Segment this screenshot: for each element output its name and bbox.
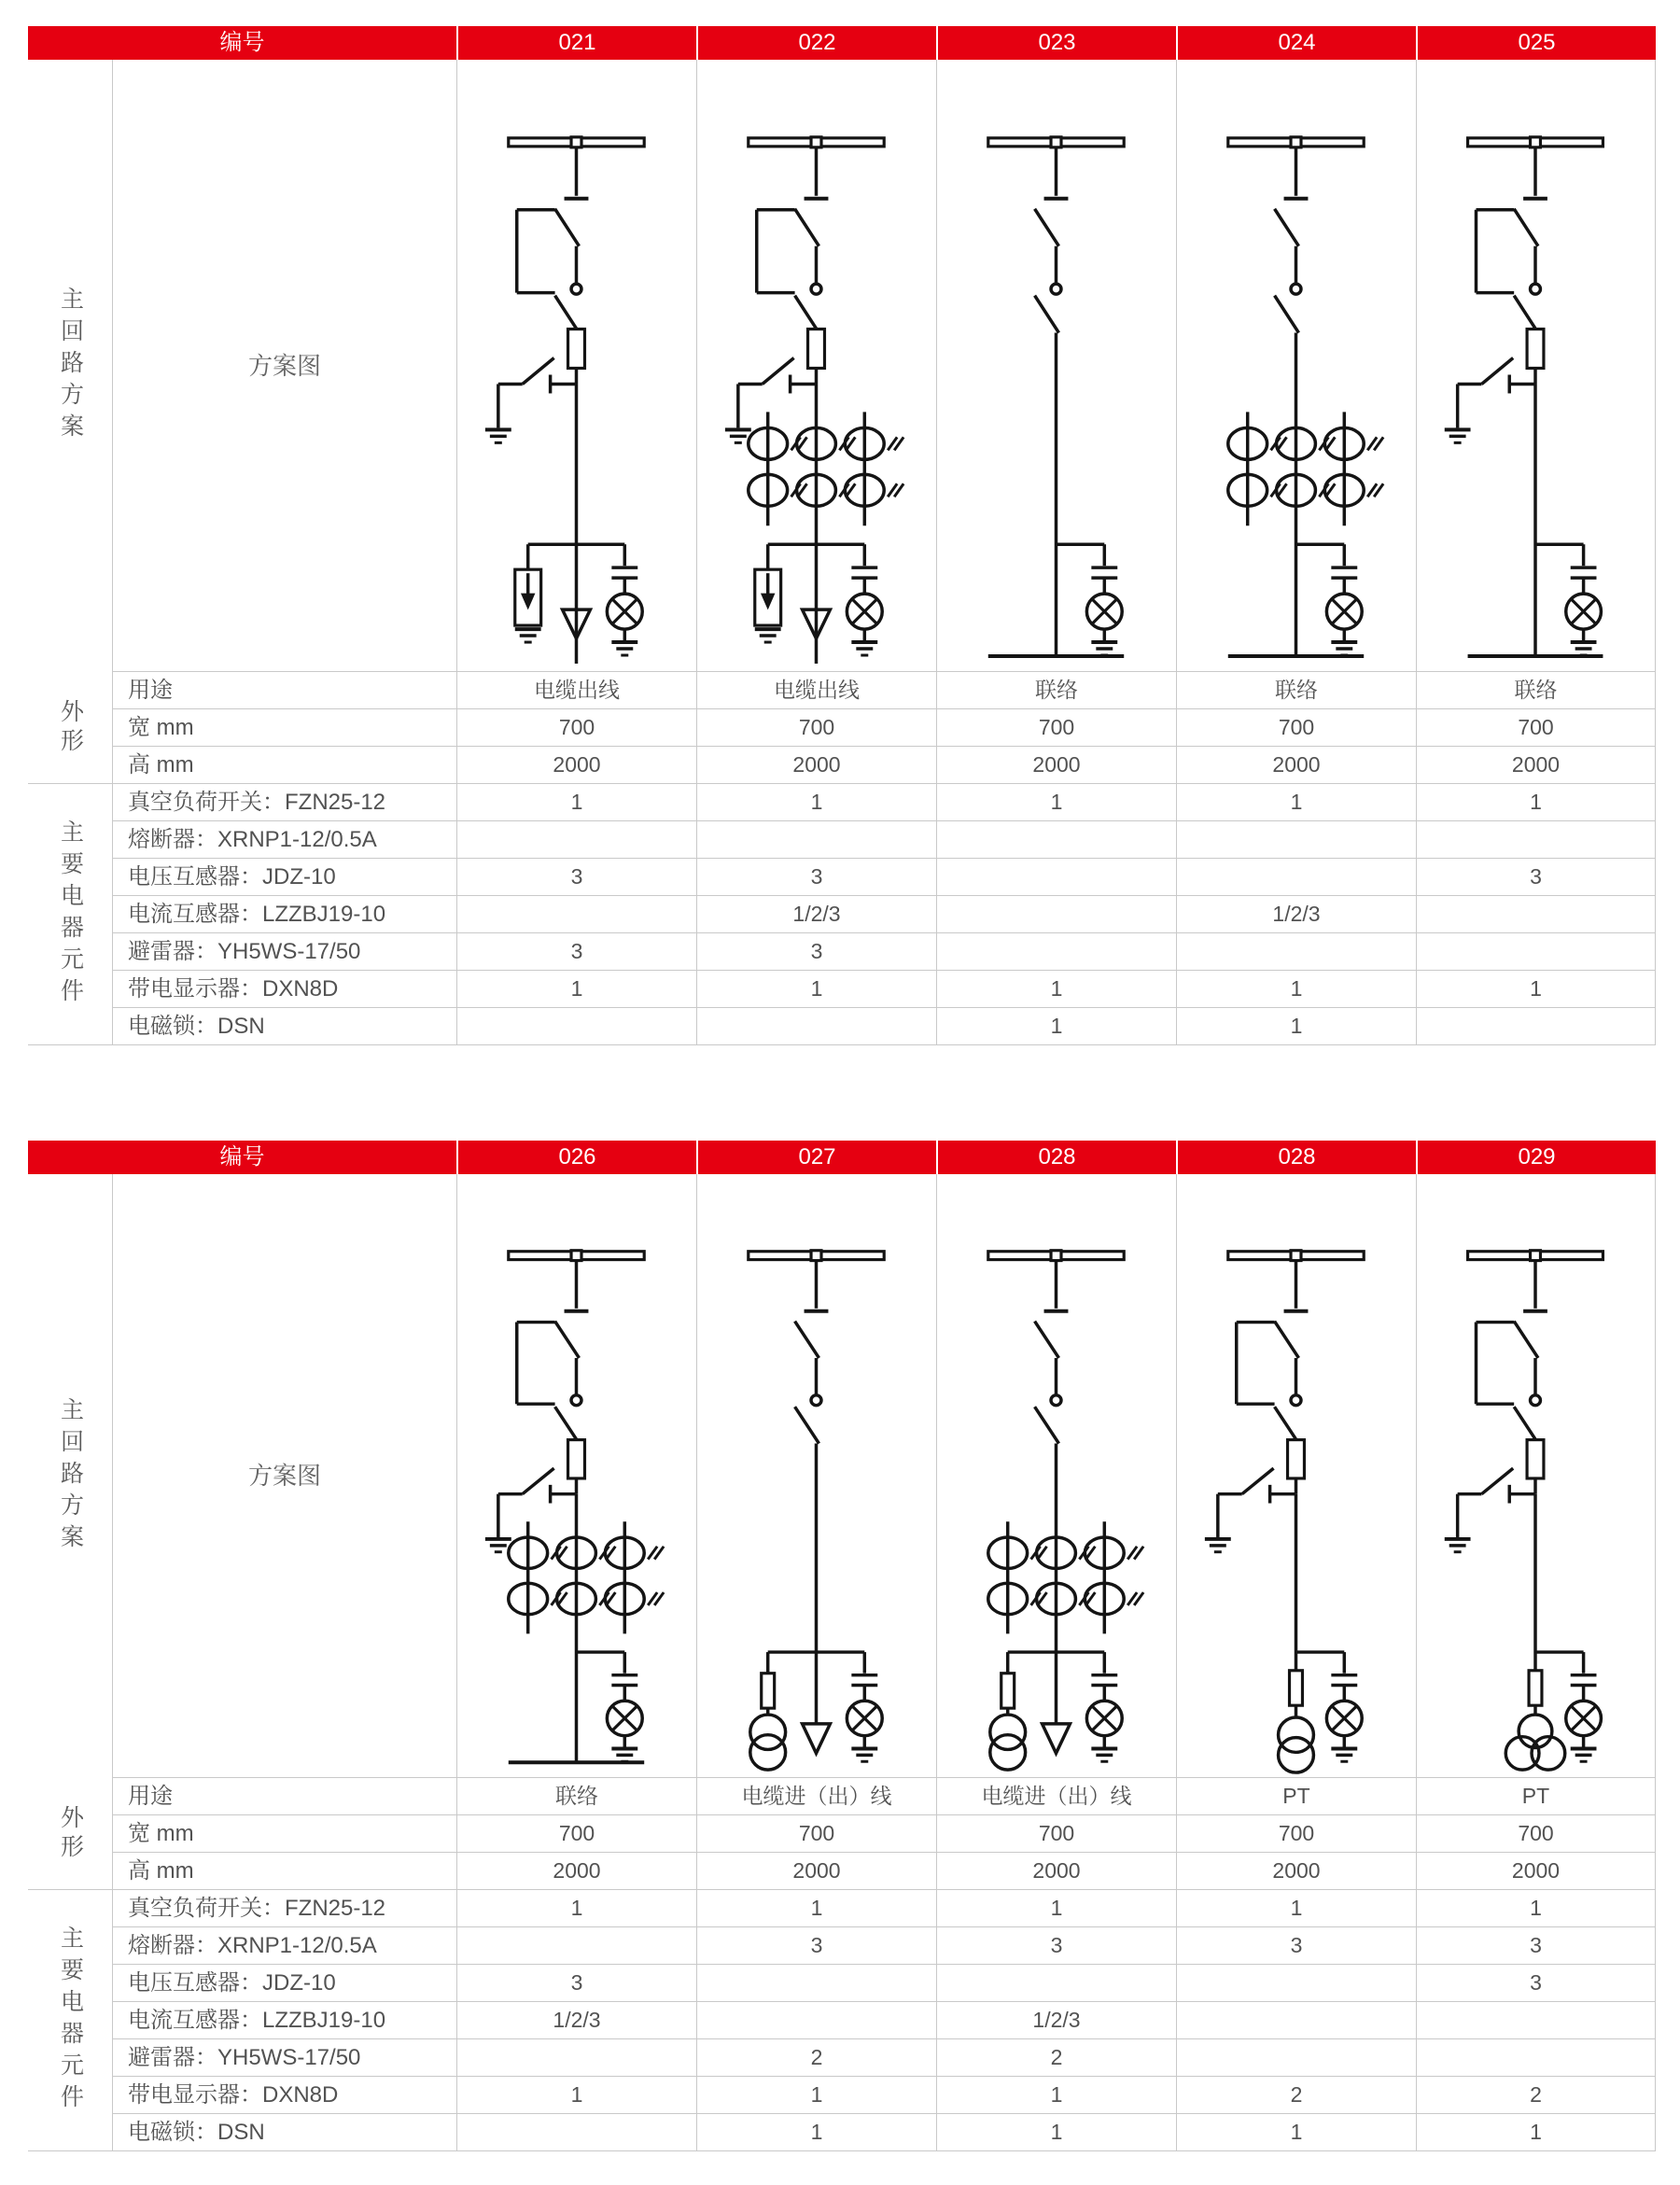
cell-value [1176,2002,1416,2039]
cell-value: 700 [1416,1815,1656,1853]
disconnector-switch [1035,209,1059,246]
cell-value: 3 [1176,1927,1416,1965]
scheme-number-header: 025 [1416,26,1656,60]
cell-value: 1 [1416,2114,1656,2151]
disconnector-switch [555,209,580,246]
cell-value [456,821,696,859]
cell-value [456,896,696,933]
cell-value [1176,1965,1416,2002]
cell-value: 1 [456,784,696,821]
interlock-linkage [517,210,555,293]
load-break-switch [555,284,581,332]
scheme-catalog-page [0,26,1680,2151]
row-label: 高 mm [112,1853,456,1890]
cell-value [1176,2039,1416,2077]
busbar [988,1251,1124,1311]
busbar [509,1251,644,1311]
cell-value: 3 [936,1927,1176,1965]
scheme-number-header: 028 [936,1141,1176,1174]
earth-switch [725,358,817,443]
cell-value [1176,859,1416,896]
row-label: 电流互感器：LZZBJ19-10 [112,896,456,933]
load-break-switch [1514,284,1540,332]
load-break-switch [1035,1395,1061,1444]
cell-value [1416,821,1656,859]
disconnector-switch [1514,209,1538,246]
interrupter [568,329,585,369]
load-break-switch [555,1395,581,1444]
cell-value: 700 [456,1815,696,1853]
load-break-switch [1514,1395,1540,1444]
live-display-branch [607,1652,642,1761]
busbar [1468,137,1603,199]
cell-value: 3 [1416,1965,1656,2002]
scheme-number-header: 022 [696,26,936,60]
disconnector-switch [1035,1322,1059,1358]
busbar [1228,1251,1364,1311]
row-label: 熔断器：XRNP1-12/0.5A [112,1927,456,1965]
load-break-switch [1275,284,1301,332]
cell-value: 3 [696,859,936,896]
live-display-branch [1566,1652,1602,1761]
row-label: 宽 mm [112,709,456,747]
cell-value: 电缆进（出）线 [696,1778,936,1815]
current-transformers [509,1521,664,1633]
row-label: 避雷器：YH5WS-17/50 [112,2039,456,2077]
row-label: 电磁锁：DSN [112,2114,456,2151]
live-display-branch [1326,544,1362,655]
single-line-diagram [1417,60,1655,671]
scheme-diagram [936,1174,1176,1778]
side-label-main-circuit-scheme: 主回路方案 [57,1396,84,1556]
header-id-label: 编号 [28,26,456,60]
interrupter [1288,1440,1305,1478]
cell-value [696,821,936,859]
cell-value: 3 [456,859,696,896]
scheme-number-header: 029 [1416,1141,1656,1174]
cell-value: 700 [936,709,1176,747]
cell-value: 3 [1416,859,1656,896]
cell-value: PT [1176,1778,1416,1815]
cell-value: 700 [1176,709,1416,747]
cell-value [456,2039,696,2077]
scheme-diagram [696,1174,936,1778]
cell-value: 2000 [1176,1853,1416,1890]
cell-value: 1 [936,971,1176,1008]
interrupter [568,1440,585,1478]
earth-switch [1205,1468,1296,1552]
cell-value: 1 [936,2077,1176,2114]
surge-arrester [515,544,541,642]
cell-value: 700 [1176,1815,1416,1853]
cell-value [1416,896,1656,933]
cell-value: 3 [696,1927,936,1965]
cell-value: 联络 [456,1778,696,1815]
cell-value: 1/2/3 [936,2002,1176,2039]
cell-value [1416,2039,1656,2077]
cell-value: 1 [936,1890,1176,1927]
cell-value: 2000 [1416,747,1656,784]
scheme-diagram [1176,1174,1416,1778]
cell-value: 2 [1176,2077,1416,2114]
cell-value [696,1008,936,1045]
voltage-transformer [750,1715,786,1770]
voltage-transformer [990,1715,1026,1770]
cell-value [1176,933,1416,971]
disconnector-switch [1514,1322,1538,1358]
cell-value: 2 [1416,2077,1656,2114]
side-label-main-circuit-scheme: 主回路方案 [57,287,84,445]
cell-value [936,896,1176,933]
cell-value [936,859,1176,896]
cell-value: 1 [1416,784,1656,821]
live-display-branch [847,544,882,655]
cell-value: 2000 [696,747,936,784]
load-break-switch [1275,1395,1301,1444]
row-label: 避雷器：YH5WS-17/50 [112,933,456,971]
cell-value: 3 [456,1965,696,2002]
disconnector-switch [1275,209,1299,246]
cable-terminal [1043,1724,1071,1754]
fuse [1529,1671,1542,1705]
busbar [1228,137,1364,199]
side-label-shape: 外形 [28,1778,112,1890]
surge-arrester [755,544,781,642]
single-line-diagram [697,60,936,671]
cell-value: PT [1416,1778,1656,1815]
single-line-diagram [1177,1174,1416,1777]
cell-value [936,933,1176,971]
load-break-switch [795,284,821,332]
earth-switch [1445,1468,1535,1552]
cell-value: 3 [1416,1927,1656,1965]
disconnector-switch [795,1322,819,1358]
cell-value: 联络 [1176,672,1416,709]
live-display-branch [847,1652,882,1761]
fuse [762,1652,775,1716]
disconnector-switch [795,209,819,246]
row-label: 真空负荷开关：FZN25-12 [112,784,456,821]
scheme-diagram [1176,60,1416,672]
live-display-branch [1086,544,1122,655]
cell-value: 电缆出线 [696,672,936,709]
row-label: 电流互感器：LZZBJ19-10 [112,2002,456,2039]
cell-value: 1/2/3 [1176,896,1416,933]
scheme-number-header: 024 [1176,26,1416,60]
earth-switch [485,1468,577,1552]
live-display-branch [1086,1652,1122,1761]
scheme-table-1 [28,26,1680,1045]
cell-value: 1 [936,1008,1176,1045]
scheme-number-header: 023 [936,26,1176,60]
interlock-linkage [1237,1323,1275,1405]
side-label-shape: 外形 [28,672,112,784]
cell-value: 2000 [936,1853,1176,1890]
cell-value: 1/2/3 [696,896,936,933]
cell-value: 1 [1176,2114,1416,2151]
row-label: 用途 [112,672,456,709]
scheme-diagram-cell-label: 方案图 [112,60,456,672]
cell-value: 联络 [936,672,1176,709]
cell-value [936,1965,1176,2002]
cell-value: 1 [1416,971,1656,1008]
interlock-linkage [1477,210,1515,293]
live-display-branch [1326,1652,1362,1761]
single-line-diagram [697,1174,936,1777]
scheme-table-2 [28,1141,1680,2151]
cell-value: 1 [1176,1008,1416,1045]
scheme-number-header: 027 [696,1141,936,1174]
interrupter [1527,1440,1544,1478]
single-line-diagram [937,60,1176,671]
scheme-diagram [1416,60,1656,672]
side-label-main-components: 主要电器元件 [28,784,112,1045]
cell-value: 700 [456,709,696,747]
row-label: 用途 [112,1778,456,1815]
row-label: 真空负荷开关：FZN25-12 [112,1890,456,1927]
interrupter [1527,329,1544,369]
busbar [749,137,884,199]
cell-value: 1 [936,2114,1176,2151]
scheme-diagram [936,60,1176,672]
row-label: 宽 mm [112,1815,456,1853]
cell-value: 1 [456,1890,696,1927]
cell-value: 1 [696,2114,936,2151]
cell-value: 2000 [1176,747,1416,784]
scheme-number-header: 028 [1176,1141,1416,1174]
current-transformers [1228,412,1383,525]
current-transformers [749,412,903,525]
row-label: 高 mm [112,747,456,784]
cell-value [696,2002,936,2039]
cell-value: 2 [936,2039,1176,2077]
scheme-diagram [1416,1174,1656,1778]
scheme-number-header: 021 [456,26,696,60]
row-label: 电压互感器：JDZ-10 [112,1965,456,2002]
cell-value [456,1927,696,1965]
single-line-diagram [937,1174,1176,1777]
load-break-switch [795,1395,821,1444]
live-display-branch [607,544,642,655]
interrupter [808,329,825,369]
scheme-diagram [456,1174,696,1778]
cell-value: 2000 [456,1853,696,1890]
header-id-label: 编号 [28,1141,456,1174]
cell-value: 2000 [696,1853,936,1890]
cell-value: 电缆出线 [456,672,696,709]
cell-value: 2000 [1416,1853,1656,1890]
cell-value [1416,1008,1656,1045]
cell-value: 1 [696,784,936,821]
scheme-diagram [456,60,696,672]
busbar [1468,1251,1603,1311]
scheme-diagram [696,60,936,672]
disconnector-switch [555,1322,580,1358]
cell-value [1416,933,1656,971]
single-line-diagram [457,1174,696,1777]
cell-value [1176,821,1416,859]
cell-value: 1 [456,971,696,1008]
busbar [509,137,644,199]
busbar [988,137,1124,199]
row-label: 带电显示器：DXN8D [112,2077,456,2114]
cell-value: 2000 [456,747,696,784]
cell-value: 1 [1176,971,1416,1008]
cell-value: 1 [1416,1890,1656,1927]
single-line-diagram [1417,1174,1655,1777]
cell-value: 700 [696,709,936,747]
scheme-number-header: 026 [456,1141,696,1174]
cell-value: 2000 [936,747,1176,784]
cell-value: 1/2/3 [456,2002,696,2039]
row-label: 电压互感器：JDZ-10 [112,859,456,896]
interlock-linkage [1477,1323,1515,1405]
voltage-transformer [1505,1715,1565,1770]
fuse [1290,1671,1303,1705]
live-display-branch [1566,544,1602,655]
current-transformers [988,1521,1143,1633]
cell-value: 1 [1176,784,1416,821]
disconnector-switch [1275,1322,1299,1358]
scheme-diagram-cell-label: 方案图 [112,1174,456,1778]
cell-value: 2 [696,2039,936,2077]
earth-switch [485,358,577,443]
cell-value [696,1965,936,2002]
earth-switch [1445,358,1535,443]
load-break-switch [1035,284,1061,332]
cell-value [456,2114,696,2151]
cable-terminal [803,1724,831,1754]
cell-value: 700 [696,1815,936,1853]
busbar [749,1251,884,1311]
fuse [1001,1652,1015,1716]
cell-value: 3 [456,933,696,971]
side-label-main-components: 主要电器元件 [28,1890,112,2151]
cell-value: 联络 [1416,672,1656,709]
cell-value: 1 [456,2077,696,2114]
cell-value [456,1008,696,1045]
cell-value: 1 [696,2077,936,2114]
single-line-diagram [457,60,696,671]
interlock-linkage [757,210,795,293]
cell-value: 700 [936,1815,1176,1853]
cell-value: 3 [696,933,936,971]
row-label: 电磁锁：DSN [112,1008,456,1045]
cell-value [1416,2002,1656,2039]
cell-value: 1 [936,784,1176,821]
cell-value: 1 [1176,1890,1416,1927]
voltage-transformer [1279,1717,1314,1772]
row-label: 带电显示器：DXN8D [112,971,456,1008]
single-line-diagram [1177,60,1416,671]
cell-value: 1 [696,971,936,1008]
cell-value: 700 [1416,709,1656,747]
row-label: 熔断器：XRNP1-12/0.5A [112,821,456,859]
cell-value: 1 [696,1890,936,1927]
cell-value [936,821,1176,859]
interlock-linkage [517,1323,555,1405]
cell-value: 电缆进（出）线 [936,1778,1176,1815]
